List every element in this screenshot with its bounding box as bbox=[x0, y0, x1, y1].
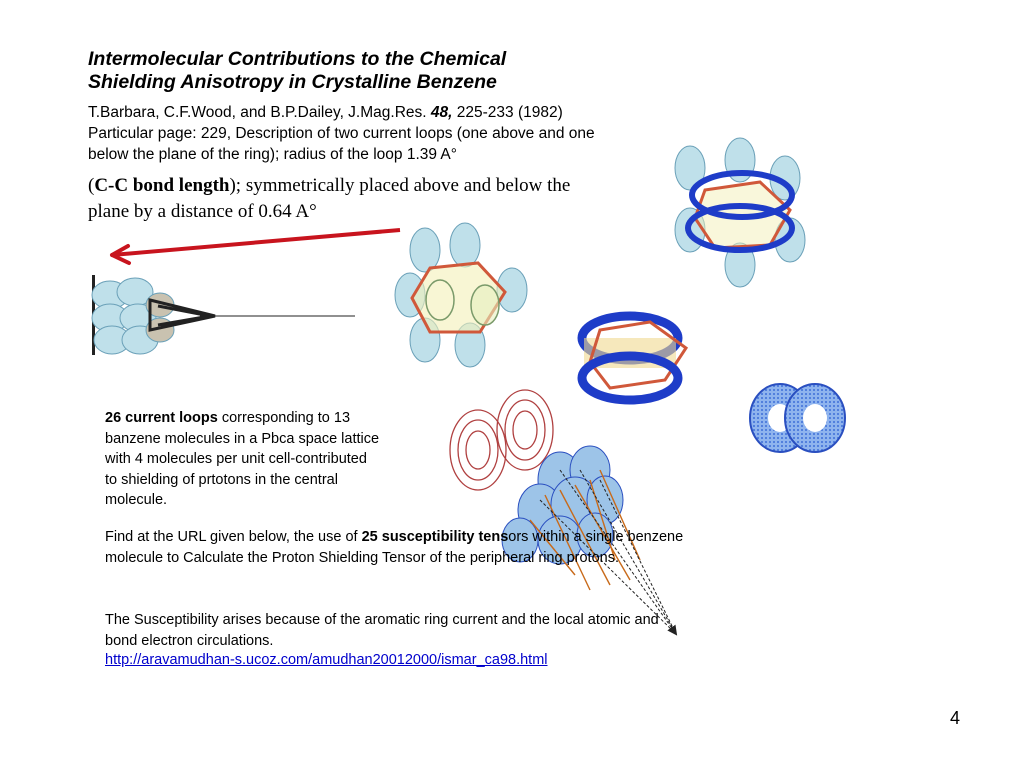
current-loops-rest: corresponding to 13 banzene molecules in a Pbca space lattice with 4 molecules per unit cell-contributed to shielding of prtotons in the central molecule. bbox=[105, 410, 380, 508]
citation-line-2: Particular page: 229, Description of two current loops (one above and one bbox=[88, 125, 595, 142]
dotted-rings-figure bbox=[750, 384, 845, 452]
current-loops-paragraph bbox=[105, 408, 380, 511]
citation-line-3: below the plane of the ring); radius of the loop 1.39 A° bbox=[88, 146, 457, 163]
current-loops-bold: 26 current loops bbox=[105, 410, 218, 426]
contour-loops-figure bbox=[450, 390, 553, 490]
bond-open-paren: ( bbox=[88, 175, 95, 196]
citation-authors: T.Barbara, C.F.Wood, and B.P.Dailey, J.Mag.Res. bbox=[88, 104, 431, 121]
blue-drum-figure bbox=[582, 316, 686, 400]
reference-link[interactable]: http://aravamudhan-s.ucoz.com/amudhan20012000/ismar_ca98.html bbox=[105, 652, 548, 668]
find-pre: Find at the URL given below, the use of bbox=[105, 529, 362, 545]
title-line-1: Intermolecular Contributions to the Chemical bbox=[88, 48, 507, 70]
bond-rest: ); symmetrically placed above and below the bbox=[229, 175, 571, 196]
citation-pages: 225-233 (1982) bbox=[452, 104, 563, 121]
page-number: 4 bbox=[950, 708, 961, 728]
citation-volume: 48, bbox=[430, 104, 453, 121]
red-arrow-icon bbox=[112, 230, 400, 263]
find-bold: 25 susceptibility tens bbox=[361, 529, 509, 545]
bond-line-2: plane by a distance of 0.64 A° bbox=[88, 201, 317, 222]
find-url-paragraph bbox=[105, 527, 685, 568]
benzene-two-loops-figure bbox=[395, 223, 527, 367]
benzene-blue-loops-figure bbox=[675, 138, 805, 287]
title-line-2: Shielding Anisotropy in Crystalline Benzene bbox=[88, 71, 497, 93]
side-view-benzene-figure bbox=[92, 275, 355, 355]
find-post: ors within a single benzene molecule to Calculate the Proton Shielding Tensor of the peripheral ring protons. bbox=[105, 529, 684, 566]
susceptibility-paragraph: The Susceptibility arises because of the aromatic ring current and the local atomic and bond electron circulations. bbox=[105, 612, 659, 649]
bond-length-term: C-C bond length bbox=[94, 175, 230, 196]
